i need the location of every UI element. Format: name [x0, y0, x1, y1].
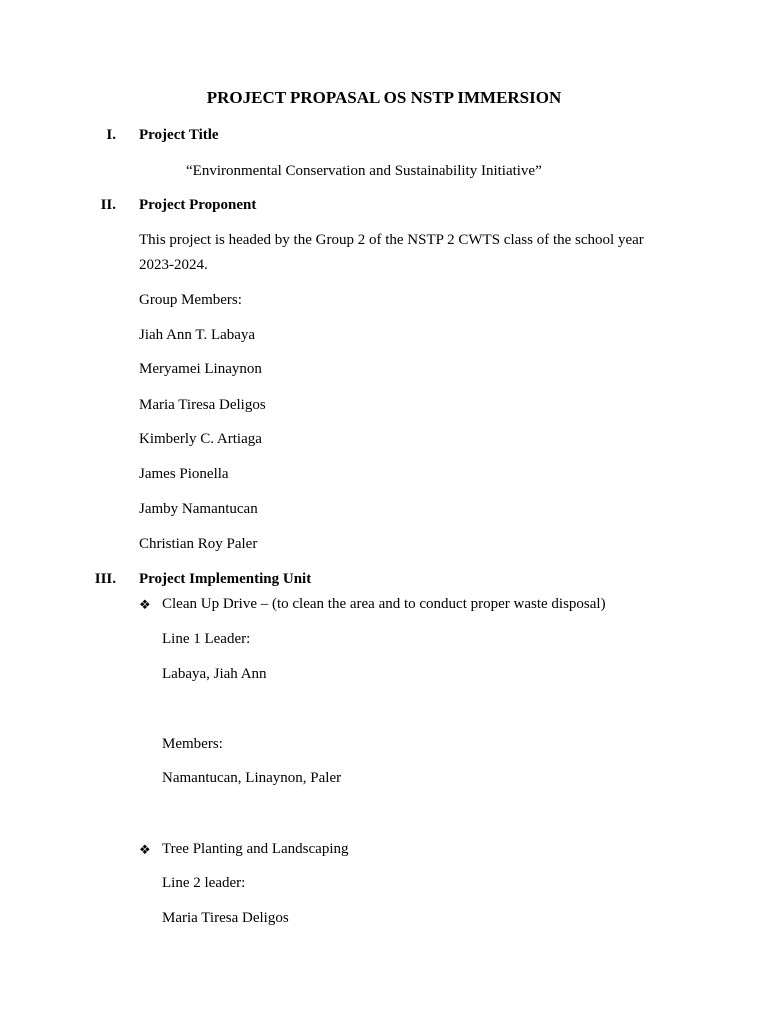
unit-1-members: Namantucan, Linaynon, Paler: [162, 770, 342, 786]
document-title: PROJECT PROPASAL OS NSTP IMMERSION: [206, 88, 562, 107]
member-name: Jamby Namantucan: [139, 501, 258, 517]
unit-1-members-label: Members:: [162, 736, 223, 752]
section-3-numeral: III.: [94, 571, 116, 587]
unit-1-leader-label: Line 1 Leader:: [162, 631, 251, 647]
section-1-heading: Project Title: [139, 127, 219, 143]
section-1-numeral: I.: [106, 127, 116, 143]
proponent-paragraph-line-1: This project is headed by the Group 2 of the NSTP 2 CWTS class of the school year: [139, 232, 644, 248]
diamond-bullet-icon: ❖: [139, 842, 151, 857]
unit-1-leader: Labaya, Jiah Ann: [162, 666, 267, 682]
unit-2-leader-label: Line 2 leader:: [162, 875, 246, 891]
unit-2-name: Tree Planting and Landscaping: [162, 841, 349, 857]
section-2-numeral: II.: [100, 197, 116, 213]
member-name: Christian Roy Paler: [139, 536, 258, 552]
project-title-text: “Environmental Conservation and Sustainability Initiative”: [186, 163, 542, 179]
diamond-bullet-icon: ❖: [139, 597, 151, 612]
member-name: James Pionella: [139, 466, 229, 482]
unit-1-name: Clean Up Drive – (to clean the area and to conduct proper waste disposal): [162, 596, 606, 612]
proponent-paragraph-line-2: 2023-2024.: [139, 257, 208, 273]
member-name: Kimberly C. Artiaga: [139, 431, 262, 447]
section-3-heading: Project Implementing Unit: [139, 571, 312, 587]
group-members-label: Group Members:: [139, 292, 242, 308]
member-name: Jiah Ann T. Labaya: [139, 327, 256, 343]
unit-2-leader: Maria Tiresa Deligos: [162, 910, 289, 926]
member-name: Maria Tiresa Deligos: [139, 397, 266, 413]
section-2-heading: Project Proponent: [139, 197, 257, 213]
member-name: Meryamei Linaynon: [139, 361, 262, 377]
